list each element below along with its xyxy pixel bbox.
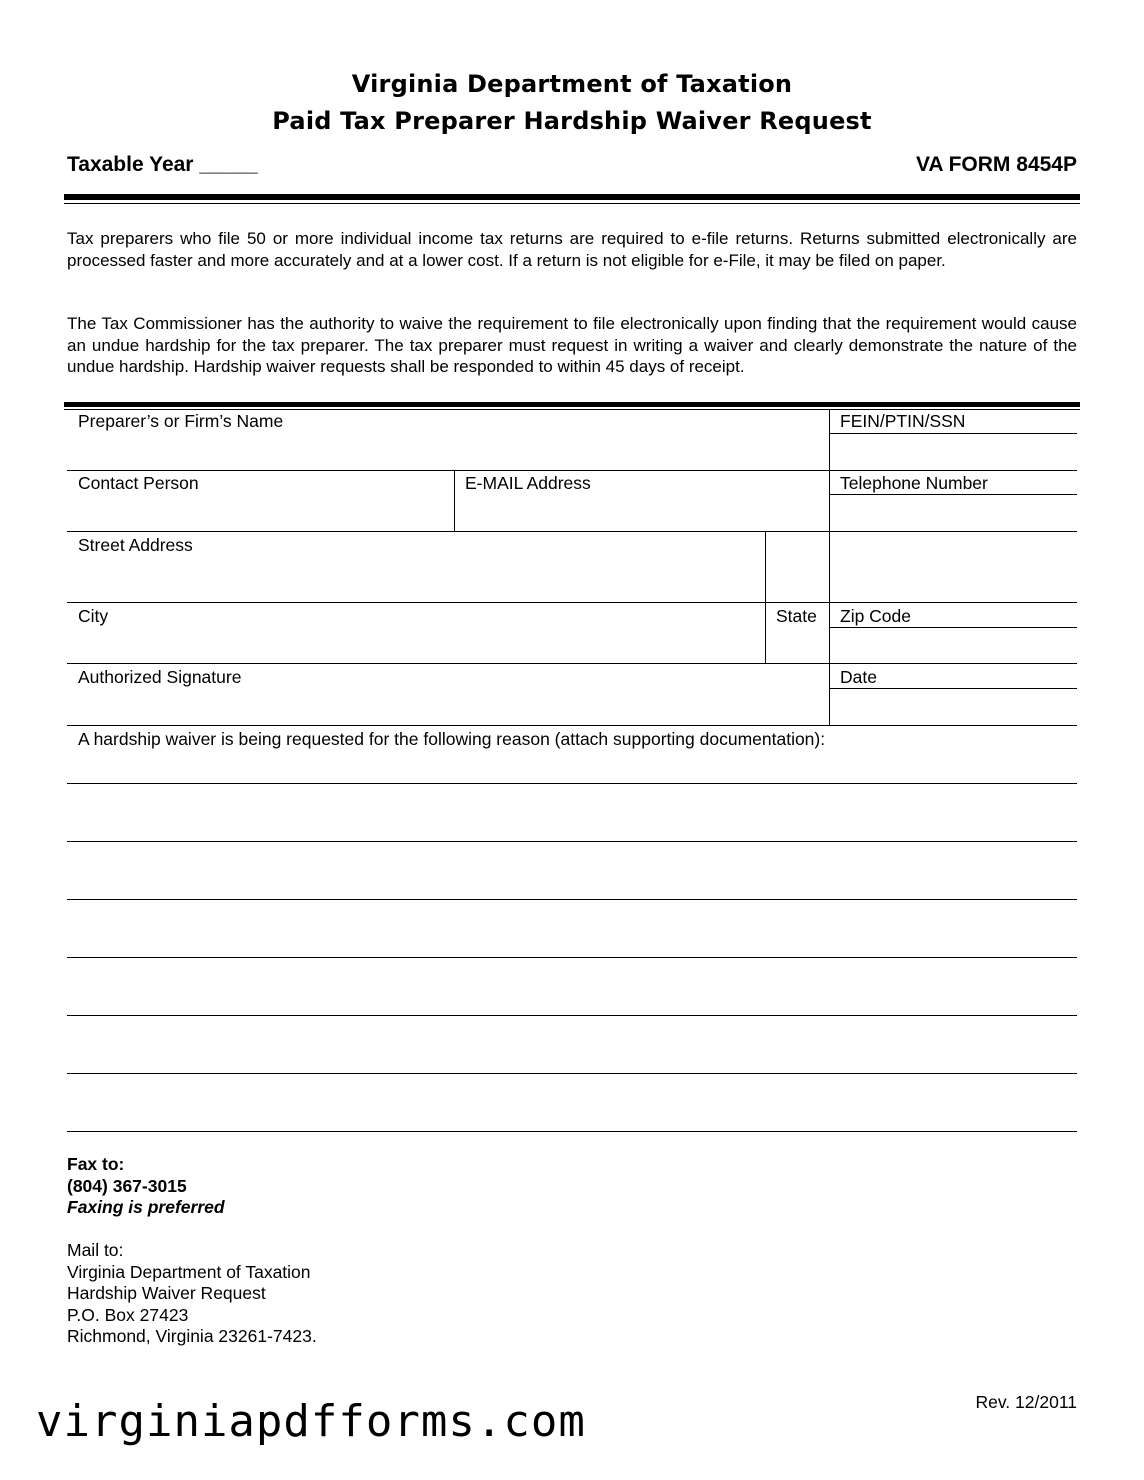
reason-line xyxy=(67,1131,1077,1132)
email-input[interactable] xyxy=(455,494,829,531)
column-divider-email xyxy=(454,470,455,532)
date-label: Date xyxy=(840,667,877,687)
fein-label: FEIN/PTIN/SSN xyxy=(840,411,966,431)
reason-line xyxy=(67,957,1077,958)
watermark: virginiapdfforms.com xyxy=(36,1396,586,1447)
mail-line: Hardship Waiver Request xyxy=(67,1283,266,1303)
reason-line xyxy=(67,899,1077,900)
revision-label: Rev. 12/2011 xyxy=(975,1392,1077,1412)
row-divider xyxy=(67,602,1077,603)
row-divider xyxy=(67,725,1077,726)
header-rule-thick xyxy=(64,194,1080,200)
fax-label: Fax to: xyxy=(67,1154,125,1174)
intro-paragraph-2: The Tax Commissioner has the authority to waive the requirement to file electronically upon finding that the requirement would cause an undue hardship for the tax preparer. The tax preparer must request in writing a waiver and clearly demonstrate the nature of the undue hardship. Hardship waiver requests shall be responded to within 45 days of receipt. xyxy=(67,314,1077,377)
column-divider-right xyxy=(829,410,830,726)
fein-input[interactable] xyxy=(830,434,1077,470)
contact-person-label: Contact Person xyxy=(78,473,199,493)
reason-line xyxy=(67,841,1077,842)
reason-line xyxy=(67,783,1077,784)
preparer-name-input[interactable] xyxy=(67,432,829,470)
header-rule-thin xyxy=(64,203,1080,204)
fax-note: Faxing is preferred xyxy=(67,1197,225,1217)
mail-line: Virginia Department of Taxation xyxy=(67,1262,311,1282)
fax-number: (804) 367-3015 xyxy=(67,1176,187,1196)
signature-label: Authorized Signature xyxy=(78,667,242,687)
row-divider xyxy=(67,470,1077,471)
form-rule-thick xyxy=(64,402,1080,407)
form-rule-thin xyxy=(64,409,1080,410)
street-address-label: Street Address xyxy=(78,535,193,555)
street-address-input[interactable] xyxy=(67,556,764,602)
preparer-name-label: Preparer’s or Firm’s Name xyxy=(78,411,284,431)
telephone-label: Telephone Number xyxy=(840,473,988,493)
reason-label: A hardship waiver is being requested for the following reason (attach supporting documentation): xyxy=(78,729,826,749)
form-title: Paid Tax Preparer Hardship Waiver Request xyxy=(272,107,872,135)
contact-person-input[interactable] xyxy=(67,494,454,531)
date-input[interactable] xyxy=(830,689,1077,725)
intro-paragraph-1: Tax preparers who file 50 or more individual income tax returns are required to e-file returns. Returns submitted electronically are processed faster and more accurately and at a lower cost. If a return is not eligible for e-File, it may be filed on paper. xyxy=(67,229,1077,270)
mail-label: Mail to: xyxy=(67,1240,124,1260)
column-divider-state xyxy=(765,531,766,664)
zip-input[interactable] xyxy=(830,628,1077,663)
signature-input[interactable] xyxy=(67,688,829,725)
mail-line: Richmond, Virginia 23261-7423. xyxy=(67,1326,317,1346)
state-label: State xyxy=(776,606,817,626)
form-number: VA FORM 8454P xyxy=(915,153,1077,176)
mail-line: P.O. Box 27423 xyxy=(67,1305,189,1325)
agency-title: Virginia Department of Taxation xyxy=(351,70,793,98)
state-input[interactable] xyxy=(766,627,829,663)
reason-line xyxy=(67,1015,1077,1016)
telephone-input[interactable] xyxy=(830,495,1077,531)
email-label: E-MAIL Address xyxy=(465,473,591,493)
row-divider xyxy=(67,663,1077,664)
reason-line xyxy=(67,1073,1077,1074)
reason-textarea[interactable] xyxy=(67,752,1077,1131)
city-label: City xyxy=(78,606,109,626)
zip-label: Zip Code xyxy=(840,606,912,626)
taxable-year-label: Taxable Year _____ xyxy=(67,153,258,176)
city-input[interactable] xyxy=(67,627,764,663)
row-divider xyxy=(67,531,1077,532)
